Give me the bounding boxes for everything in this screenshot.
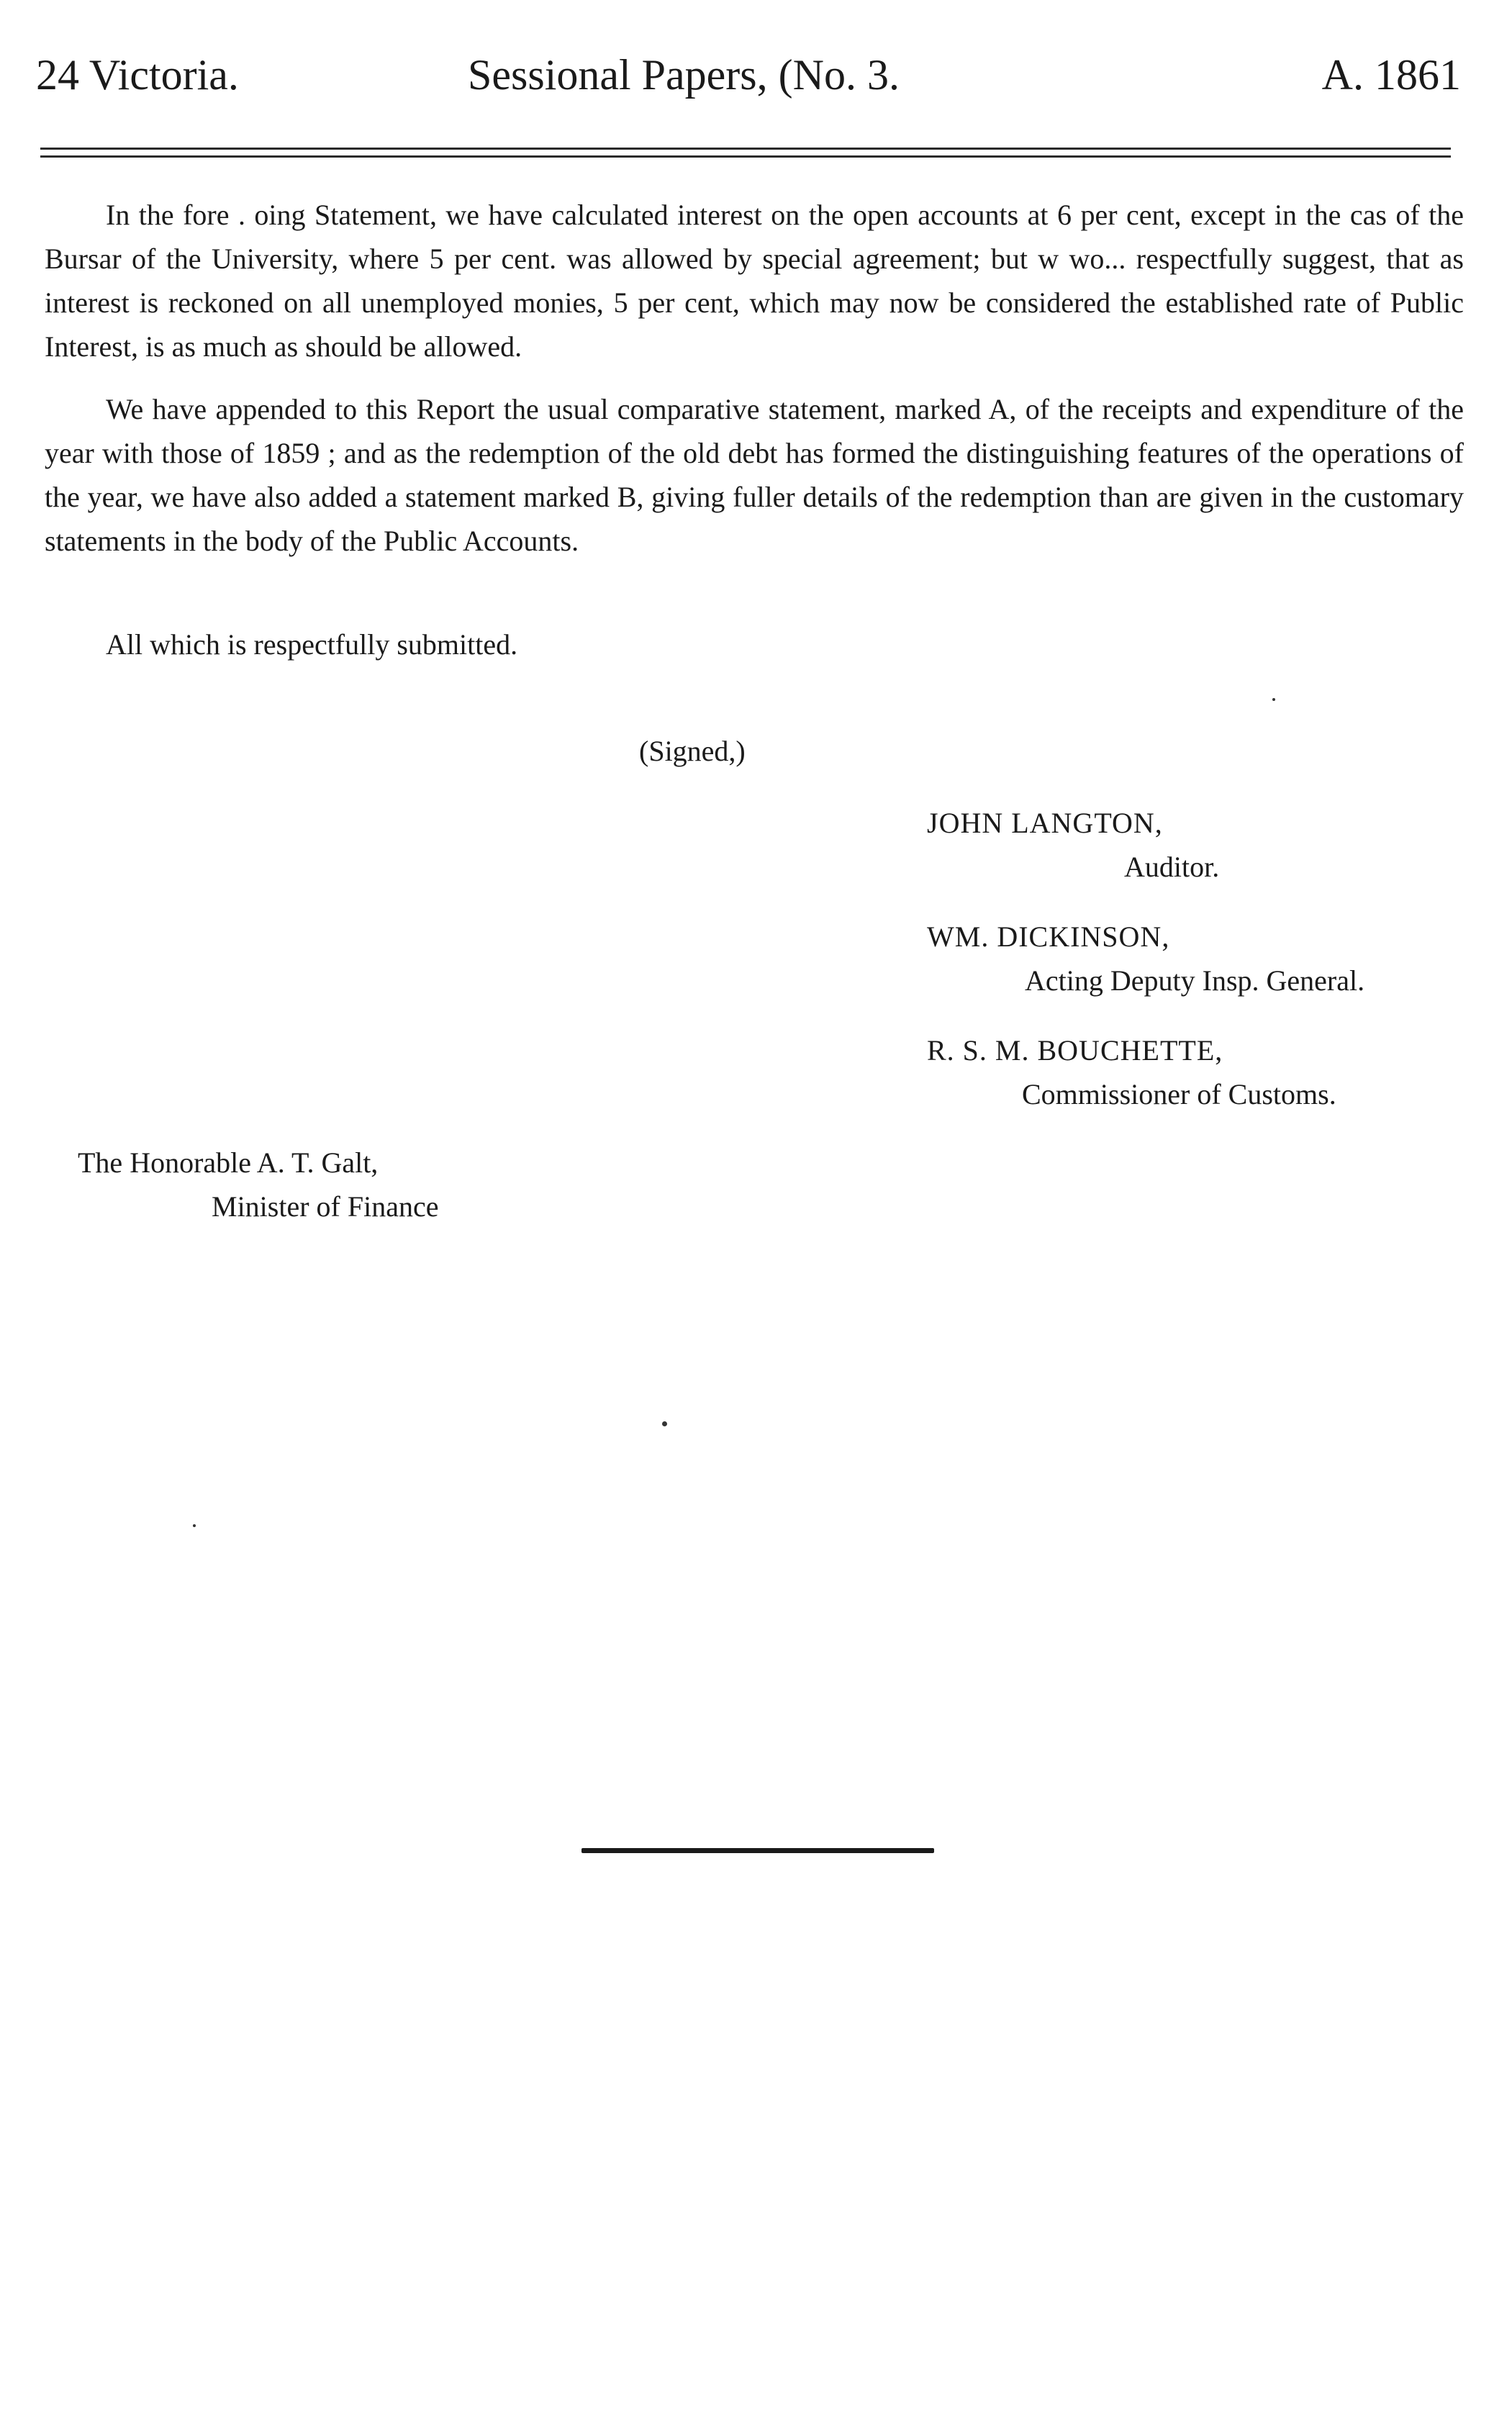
- signatory-name-dickinson: WM. DICKINSON,: [927, 920, 1170, 953]
- signatory-name-bouchette: R. S. M. BOUCHETTE,: [927, 1034, 1223, 1067]
- ink-speck: [193, 1524, 196, 1527]
- signatory-title-dickinson: Acting Deputy Insp. General.: [1025, 964, 1365, 997]
- paragraph-appended-statement: We have appended to this Report the usual comparative statement, marked A, of the receipts and expenditure of the year with those of 1859 ; and as the redemption of the old debt has formed the distinguishing features of the operations of the year, we have also added a statement marked B, giving fuller details of the redemption than are given in the customary statements in the body of the Public Accounts.: [45, 393, 1464, 557]
- header-double-rule: [40, 148, 1451, 158]
- page-header: [36, 50, 1461, 108]
- signatory-name-langton: JOHN LANGTON,: [927, 807, 1163, 839]
- ink-speck: [662, 1421, 667, 1426]
- header-session: 24 Victoria.: [36, 51, 239, 99]
- header-title: Sessional Papers, (No. 3.: [468, 51, 900, 99]
- signed-label: (Signed,): [639, 735, 746, 767]
- addressee-name: The Honorable A. T. Galt,: [78, 1146, 379, 1179]
- signatory-title-bouchette: Commissioner of Customs.: [1022, 1078, 1336, 1110]
- ink-speck: [1272, 698, 1275, 701]
- header-number: A. 1861: [1321, 51, 1461, 99]
- paragraph-interest: In the fore . oing Statement, we have calculated interest on the open accounts at 6 per cent, except in the cas of the Bursar of the University, where 5 per cent. was allowed by special agreement; but w wo... respectfully suggest, that as interest is reckoned on all unemployed monies, 5 per cent, which may now be considered the established rate of Public Interest, is as much as should be allowed.: [45, 199, 1464, 363]
- addressee-title: Minister of Finance: [212, 1190, 439, 1223]
- paragraph-submitted: All which is respectfully submitted.: [106, 628, 518, 661]
- signatory-title-langton: Auditor.: [1124, 851, 1220, 883]
- closing-rule: [581, 1848, 934, 1853]
